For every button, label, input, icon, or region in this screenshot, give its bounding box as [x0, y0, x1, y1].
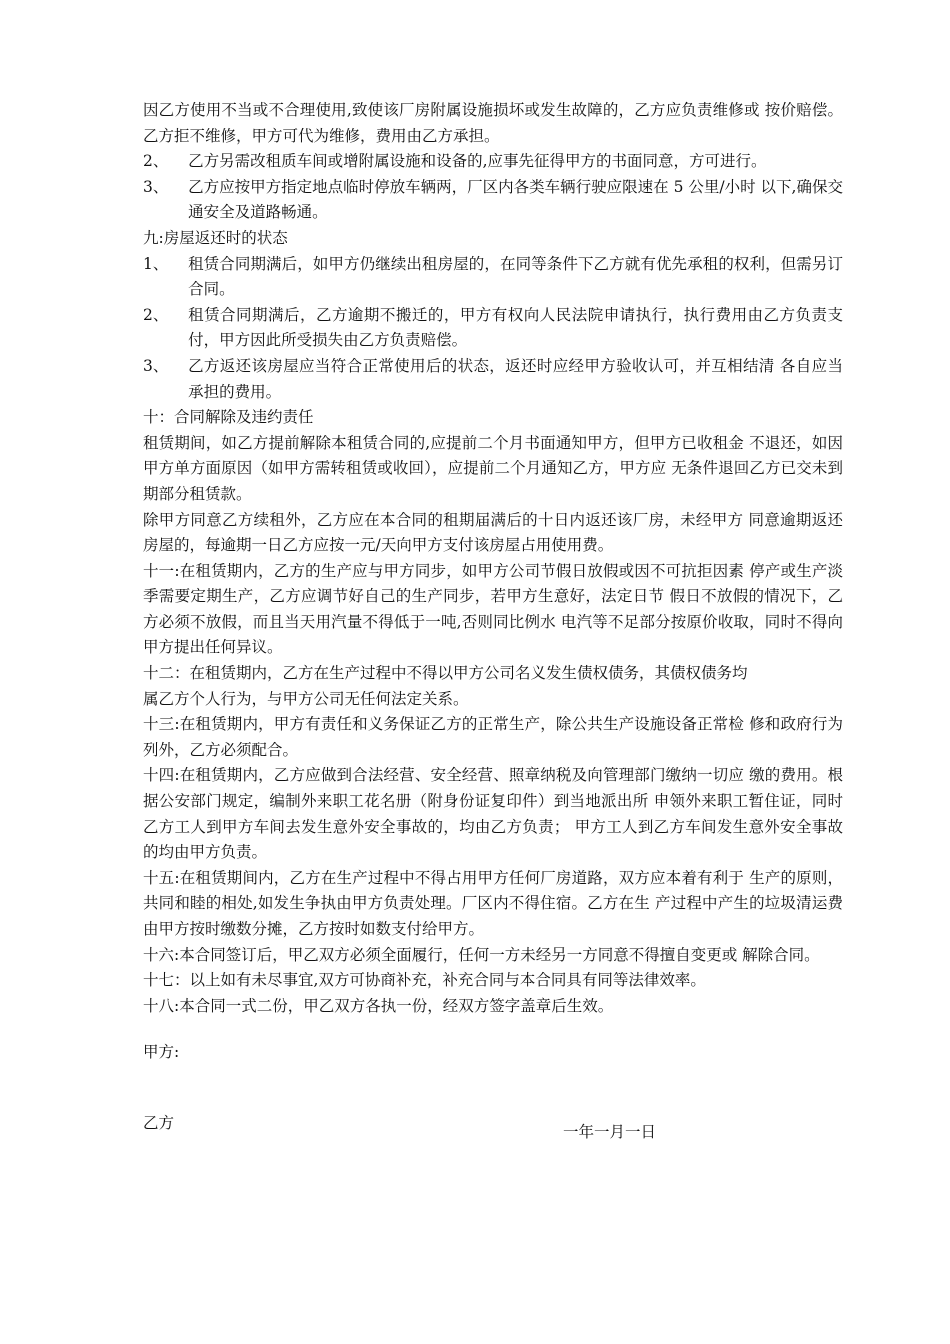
clause-16: 十六:本合同签订后，甲乙双方必须全面履行，任何一方未经另一方同意不得擅自变更或 解除合同。 — [143, 945, 820, 964]
item-text: 租赁合同期满后，如甲方仍继续出租房屋的，在同等条件下乙方就有优先承租的权利，但需另订合同。 — [188, 254, 843, 299]
item-text: 乙方返还该房屋应当符合正常使用后的状态，返还时应经甲方验收认可，并互相结清 各自应当承担的费用。 — [188, 356, 843, 401]
paragraph: 除甲方同意乙方续租外，乙方应在本合同的租期届满后的十日内返还该厂房，未经甲方 同意逾期返还房屋的，每逾期一日乙方应按一元/天向甲方支付该房屋占用使用费。 — [143, 510, 843, 555]
item-number: 2、 — [143, 152, 189, 171]
paragraph: 租赁期间，如乙方提前解除本租赁合同的,应提前二个月书面通知甲方，但甲方已收租金 不退还，如因甲方单方面原因（如甲方需转租赁或收回），应提前二个月通知乙方，甲方应 无条件退回乙方已交未到期部分租赁款。 — [143, 433, 843, 503]
clause-13: 十三:在租赁期内，甲方有责任和义务保证乙方的正常生产，除公共生产设施设备正常检 修和政府行为列外，乙方必须配合。 — [143, 715, 843, 759]
list-item — [143, 252, 843, 303]
clause-17: 十七：以上如有未尽事宜,双方可协商补充，补充合同与本合同具有同等法律效率。 — [143, 971, 706, 990]
item-text: 乙方应按甲方指定地点临时停放车辆两，厂区内各类车辆行驶应限速在 5 公里/小时 以下,确保交通安全及道路畅通。 — [188, 177, 843, 222]
clause-15: 十五:在租赁期间内，乙方在生产过程中不得占用甲方任何厂房道路，双方应本着有利于 生产的原则，共同和睦的相处,如发生争执由甲方负责处理。厂区内不得住宿。乙方在生 产过程中产生的垃圾清运费由甲方按时缴数分摊，乙方按时如数支付给甲方。 — [143, 868, 843, 938]
clause-18: 十八:本合同一式二份，甲乙双方各执一份，经双方签字盖章后生效。 — [143, 996, 614, 1015]
clause-14: 十四:在租赁期内，乙方应做到合法经营、安全经营、照章纳税及向管理部门缴纳一切应 缴的费用。根据公安部门规定，编制外来职工花名册（附身份证复印件）到当地派出所 申领外来职工暂住证，同时乙方工人到甲方车间去发生意外安全事故的，均由乙方负责； 甲方工人到乙方车间发生意外安全事故的均由甲方负责。 — [143, 766, 843, 862]
item-text: 乙方另需改租质车间或增附属设施和设备的,应事先征得甲方的书面同意，方可进行。 — [188, 152, 767, 171]
list-item — [143, 303, 843, 354]
paragraph-repair-clause: 因乙方使用不当或不合理使用,致使该厂房附属设施损坏或发生故障的，乙方应负责维修或 按价赔偿。乙方拒不维修，甲方可代为维修，费用由乙方承担。 — [143, 101, 843, 145]
item-number: 1、 — [143, 254, 189, 273]
party-a-signature: 甲方: — [143, 1043, 180, 1062]
section-heading: 十：合同解除及违约责任 — [143, 408, 314, 427]
list-item — [143, 354, 843, 405]
section-heading: 九:房屋返还时的状态 — [143, 228, 288, 247]
item-text: 租赁合同期满后，乙方逾期不搬迁的，甲方有权向人民法院申请执行，执行费用由乙方负责支付，甲方因此所受损失由乙方负责赔偿。 — [188, 305, 843, 350]
contract-page — [143, 98, 843, 1141]
signing-date: 一年一月一日 — [563, 1123, 657, 1141]
item-number: 3、 — [143, 356, 189, 375]
item-number: 2、 — [143, 305, 189, 324]
list-item — [143, 175, 843, 226]
party-b-signature: 乙方 — [143, 1113, 175, 1132]
clause-12: 十二：在租赁期内，乙方在生产过程中不得以甲方公司名义发生债权债务，其债权债务均 — [143, 664, 748, 683]
item-number: 3、 — [143, 177, 189, 196]
clause-11: 十一:在租赁期内，乙方的生产应与甲方同步，如甲方公司节假日放假或因不可抗拒因素 停产或生产淡季需要定期生产，乙方应调节好自己的生产同步，若甲方生意好，法定日节 假日不放假的情况下，乙方必须不放假，而且当天用汽量不得低于一吨,否则同比例水 电汽等不足部分按原价收取，同时不得向甲方提出任何异议。 — [143, 561, 843, 657]
clause-12-continued: 属乙方个人行为，与甲方公司无任何法定关系。 — [143, 689, 469, 708]
list-item — [143, 149, 843, 175]
